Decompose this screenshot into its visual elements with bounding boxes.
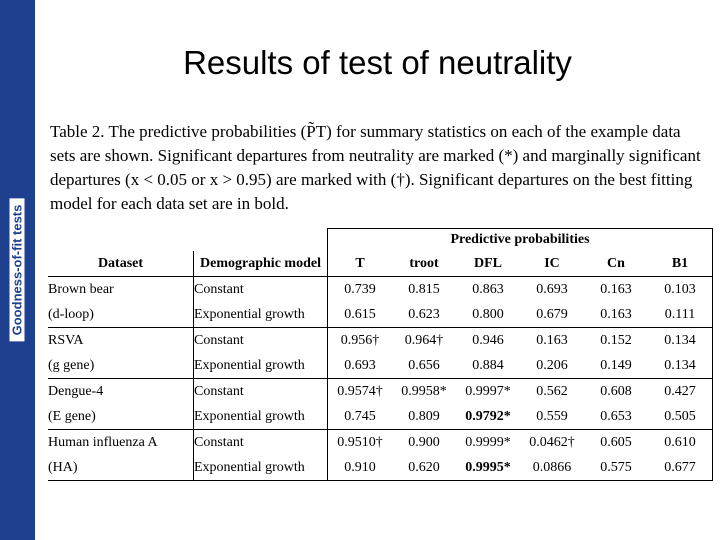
- header-dataset: Dataset: [97, 255, 144, 271]
- cell-model: Constant: [194, 328, 328, 354]
- cell-dataset: (g gene): [48, 357, 95, 373]
- cell-value: 0.679: [536, 306, 568, 322]
- cell-dataset: (d-loop): [48, 306, 94, 322]
- cell-value: 0.427: [648, 379, 713, 405]
- table-row: [48, 404, 713, 430]
- header-spacer-dataset: [48, 229, 194, 252]
- cell-value: 0.163: [600, 306, 632, 322]
- header-spacer-model: [194, 229, 328, 252]
- header-stat: troot: [409, 255, 439, 271]
- cell-value: 0.610: [648, 430, 713, 456]
- cell-model: Constant: [194, 430, 328, 456]
- header-stat: Cn: [607, 255, 625, 271]
- slide-title: Results of test of neutrality: [183, 44, 572, 81]
- cell-value: 0.800: [472, 306, 504, 322]
- cell-dataset: RSVA: [48, 328, 194, 354]
- cell-value: 0.620: [392, 455, 456, 481]
- table-row: [48, 353, 713, 379]
- cell-value: 0.103: [648, 277, 713, 303]
- header-stat: T: [328, 251, 393, 277]
- cell-value: 0.677: [648, 455, 713, 481]
- cell-value: 0.745: [328, 404, 393, 430]
- cell-value: 0.9995*: [456, 455, 520, 481]
- cell-dataset: (HA): [48, 455, 194, 481]
- cell-value: 0.910: [328, 455, 393, 481]
- table-row: [48, 277, 713, 303]
- cell-value: 0.739: [328, 277, 393, 303]
- cell-value: 0.946: [456, 328, 520, 354]
- cell-value: 0.0866: [520, 455, 584, 481]
- table-caption: [50, 120, 705, 216]
- cell-value: 0.9999*: [456, 430, 520, 456]
- cell-value: 0.605: [584, 430, 648, 456]
- cell-value: 0.693: [520, 277, 584, 303]
- table-row: [48, 302, 713, 328]
- cell-value: 0.9792*: [465, 408, 511, 424]
- cell-model: Exponential growth: [194, 404, 328, 430]
- cell-value: 0.653: [600, 408, 632, 424]
- cell-dataset: Brown bear: [48, 277, 194, 303]
- cell-value: 0.863: [456, 277, 520, 303]
- cell-model: Exponential growth: [194, 302, 328, 328]
- cell-value: 0.111: [648, 302, 713, 328]
- cell-value: 0.163: [520, 328, 584, 354]
- sidebar-label: Goodness-of-fit tests: [10, 199, 25, 342]
- cell-dataset: Human influenza A: [48, 430, 194, 456]
- cell-value: 0.809: [408, 408, 440, 424]
- cell-model: Constant: [194, 379, 328, 405]
- cell-value: 0.575: [584, 455, 648, 481]
- cell-value: 0.608: [584, 379, 648, 405]
- cell-value: 0.206: [536, 357, 568, 373]
- table-row: [48, 455, 713, 481]
- table-row: [48, 379, 713, 405]
- cell-value: 0.163: [584, 277, 648, 303]
- results-table: [48, 228, 713, 481]
- cell-value: 0.9958*: [392, 379, 456, 405]
- cell-value: 0.615: [328, 302, 393, 328]
- header-model: Demographic model: [194, 251, 328, 277]
- cell-value: 0.964†: [392, 328, 456, 354]
- cell-dataset: Dengue-4: [48, 379, 194, 405]
- table-row: [48, 328, 713, 354]
- header-stat: DFL: [474, 255, 502, 271]
- cell-value: 0.152: [584, 328, 648, 354]
- cell-value: 0.505: [648, 404, 713, 430]
- cell-value: 0.656: [408, 357, 440, 373]
- table-row: [48, 430, 713, 456]
- cell-value: 0.9510†: [328, 430, 393, 456]
- cell-value: 0.815: [392, 277, 456, 303]
- table-body: [48, 277, 713, 481]
- cell-model: Exponential growth: [194, 455, 328, 481]
- cell-model: Exponential growth: [194, 353, 328, 379]
- cell-dataset: (E gene): [48, 408, 96, 424]
- cell-value: 0.884: [472, 357, 504, 373]
- cell-value: 0.900: [392, 430, 456, 456]
- caption-text: Table 2. The predictive probabilities (P̃T) for summary statistics on each of the example data sets are shown. Significant departures from neutrality are marked (*) and marginally significant departures (x < 0.05 or x > 0.95) are marked with (†). Significant departures on the best fitting model for each data set are in bold.: [50, 122, 701, 213]
- cell-value: 0.693: [328, 353, 393, 379]
- cell-value: 0.134: [648, 328, 713, 354]
- cell-value: 0.9997*: [456, 379, 520, 405]
- cell-value: 0.623: [408, 306, 440, 322]
- cell-value: 0.0462†: [520, 430, 584, 456]
- cell-value: 0.559: [536, 408, 568, 424]
- cell-value: 0.956†: [328, 328, 393, 354]
- header-stat: B1: [648, 251, 713, 277]
- cell-value: 0.134: [648, 353, 713, 379]
- cell-model: Constant: [194, 277, 328, 303]
- header-stat: IC: [544, 255, 560, 271]
- cell-value: 0.9574†: [328, 379, 393, 405]
- sidebar-label-wrap: [0, 0, 35, 540]
- group-header: Predictive probabilities: [328, 229, 713, 252]
- cell-value: 0.562: [520, 379, 584, 405]
- cell-value: 0.149: [600, 357, 632, 373]
